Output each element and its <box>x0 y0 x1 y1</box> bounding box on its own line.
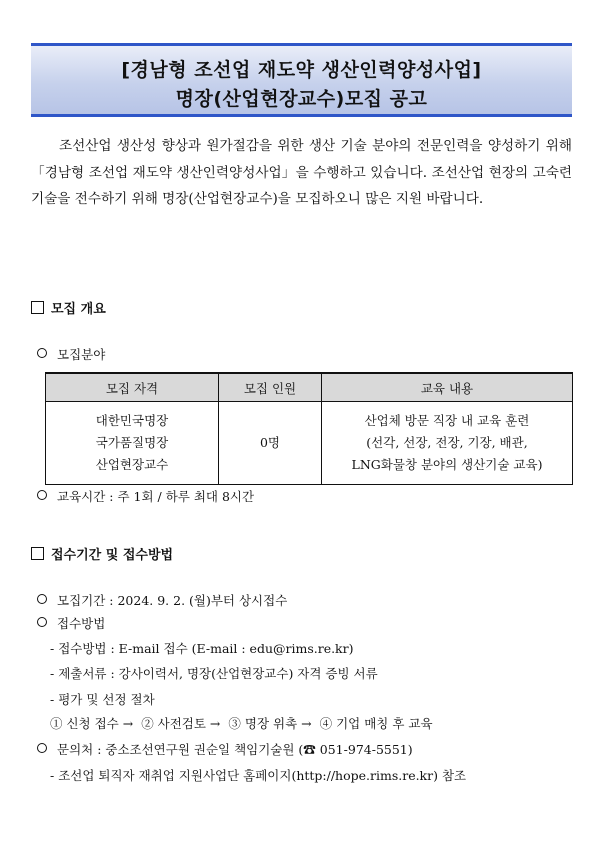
docs-line: - 제출서류 : 강사이력서, 명장(산업현장교수) 자격 증빙 서류 <box>50 666 378 681</box>
table-header-content: 교육 내용 <box>322 373 573 402</box>
section-heading-application <box>31 544 173 563</box>
homepage-line[interactable]: - 조선업 퇴직자 재취업 지원사업단 홈페이지(http://hope.rims.re.kr) 참조 <box>50 768 467 783</box>
edu-time: 교육시간 : 주 1회 / 하루 최대 8시간 <box>57 489 255 504</box>
checkbox-square-icon <box>31 301 44 314</box>
count-cell: 0명 <box>219 402 322 485</box>
qualification-cell <box>46 402 219 485</box>
field-label-line <box>37 345 105 363</box>
step-3: ③ 명장 위촉 → <box>228 716 312 731</box>
contact-line <box>37 740 413 758</box>
qualification-item: 산업현장교수 <box>95 457 169 472</box>
circle-bullet-icon <box>37 743 47 753</box>
procedure-label: - 평가 및 선정 절차 <box>50 692 155 707</box>
table-header-count: 모집 인원 <box>219 373 322 402</box>
recruitment-table <box>45 372 573 485</box>
step-2: ② 사전검토 → <box>141 716 221 731</box>
circle-bullet-icon <box>37 617 47 627</box>
method-line: - 접수방법 : E-mail 접수 (E-mail : edu@rims.re.kr) <box>50 641 354 656</box>
circle-bullet-icon <box>37 594 47 604</box>
field-label: 모집분야 <box>57 347 106 362</box>
circle-bullet-icon <box>37 348 47 358</box>
checkbox-square-icon <box>31 547 44 560</box>
recruit-period: 모집기간 : 2024. 9. 2. (월)부터 상시접수 <box>57 593 288 608</box>
procedure-steps <box>50 714 437 732</box>
section-heading-overview <box>31 298 106 317</box>
content-line: LNG화물창 분야의 생산기술 교육) <box>351 457 543 472</box>
table-row <box>46 402 573 485</box>
method-label: 접수방법 <box>57 616 106 631</box>
content-line: (선각, 선장, 전장, 기장, 배관, <box>366 435 528 450</box>
qualification-item: 대한민국명장 <box>95 413 169 428</box>
page-subtitle: 명장(산업현장교수)모집 공고 <box>175 88 428 110</box>
step-4: ④ 기업 매칭 후 교육 <box>319 716 433 731</box>
title-banner <box>31 43 572 117</box>
step-1: ① 신청 접수 → <box>50 716 134 731</box>
method-label-line <box>37 614 105 632</box>
intro-text: 조선산업 생산성 향상과 원가절감을 위한 생산 기술 분야의 전문인력을 양성하기 위해 「경남형 조선업 재도약 생산인력양성사업」을 수행하고 있습니다. 조선산업 현장의 고숙련 기술을 전수하기 위해 명장(산업현장교수)을 모집하오니 많은 지원 바랍니다. <box>31 138 572 207</box>
section1-heading: 모집 개요 <box>51 302 106 317</box>
contact-text: 문의처 : 중소조선연구원 권순일 책임기술원 (☎ 051-974-5551) <box>57 742 413 757</box>
section2-heading: 접수기간 및 접수방법 <box>51 548 174 563</box>
intro-paragraph <box>31 133 572 213</box>
edu-time-line <box>37 487 254 505</box>
qualification-item: 국가품질명장 <box>95 435 169 450</box>
content-cell <box>322 402 573 485</box>
content-line: 산업체 방문 직장 내 교육 훈련 <box>364 413 530 428</box>
circle-bullet-icon <box>37 490 47 500</box>
page-title: [경남형 조선업 재도약 생산인력양성사업] <box>121 59 482 81</box>
table-header-qualification: 모집 자격 <box>46 373 219 402</box>
period-line <box>37 591 287 609</box>
